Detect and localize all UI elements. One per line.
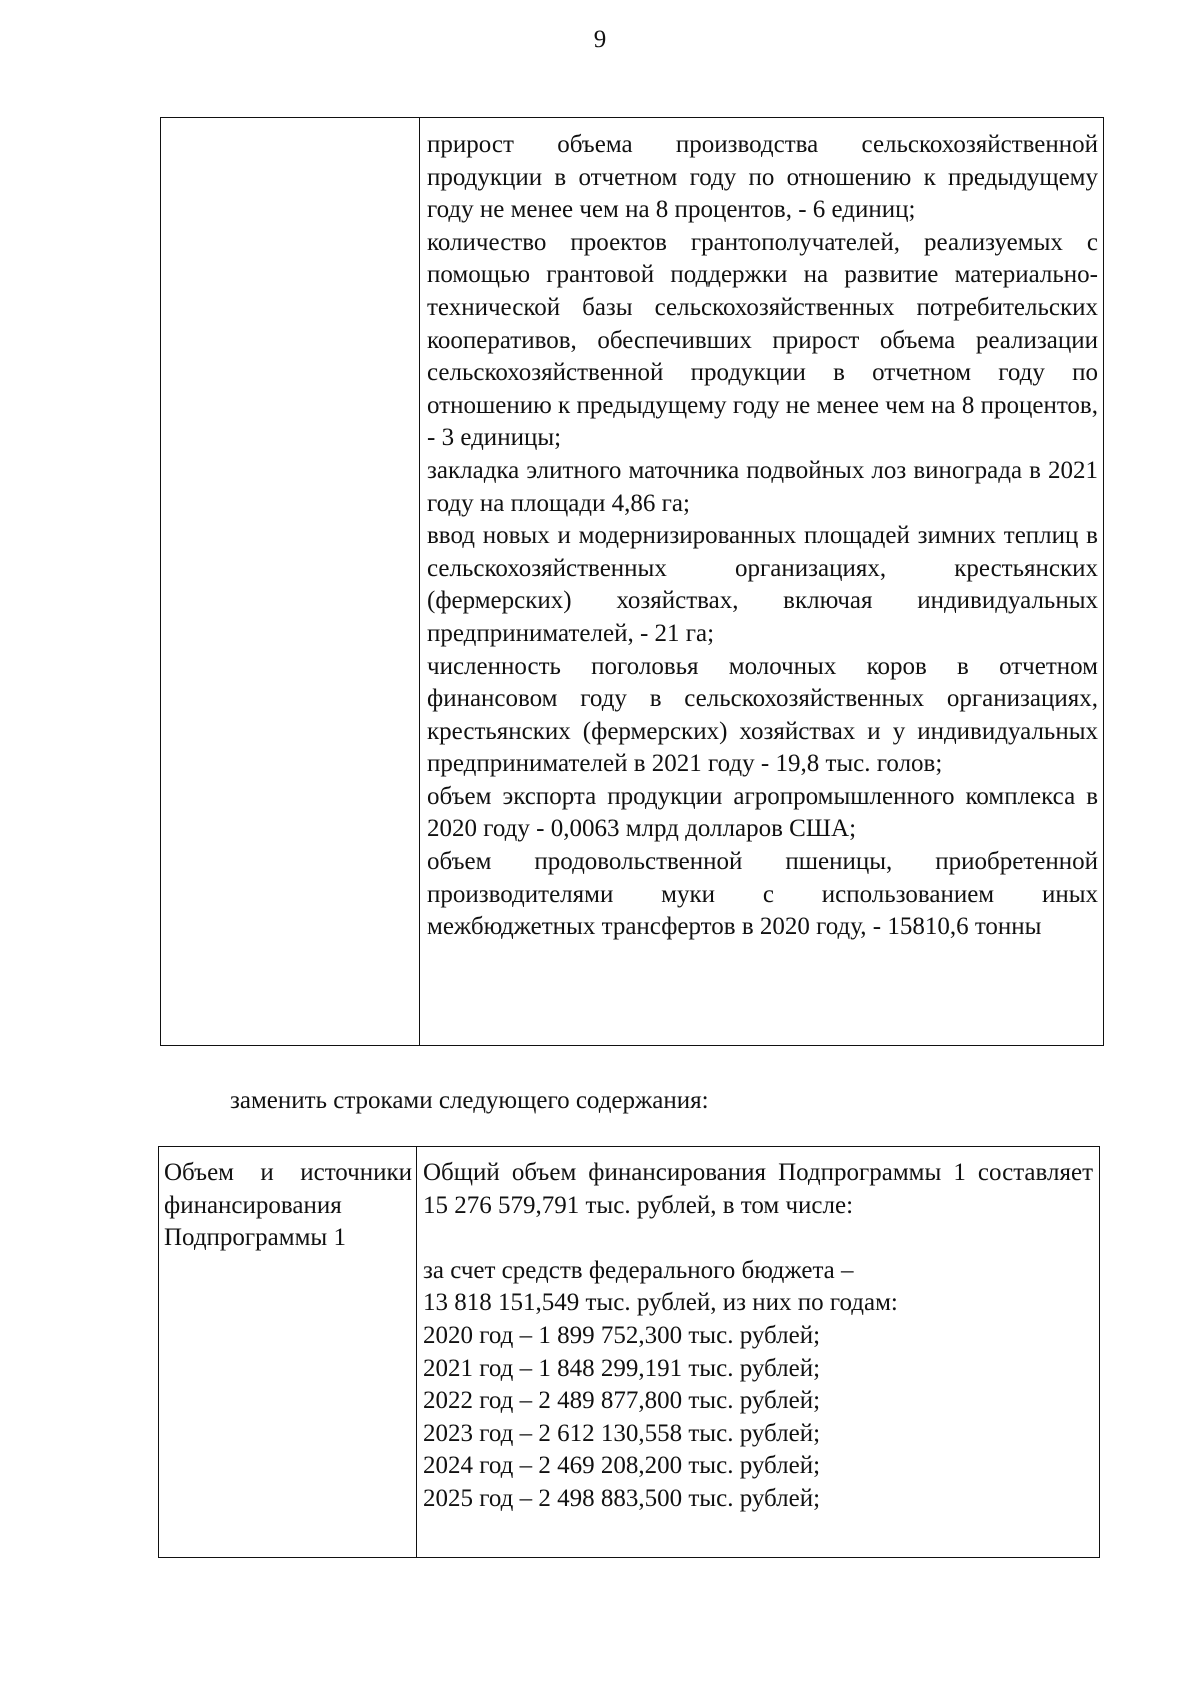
financing-values-cell <box>417 1147 1100 1558</box>
federal-budget-line: за счет средств федерального бюджета – <box>423 1256 854 1284</box>
indicator-paragraph: объем продовольственной пшеницы, приобретенной производителями муки с использованием иных межбюджетных трансфертов в 2020 году, - 15810,6 тонны <box>427 848 1098 941</box>
year-amount: 2021 год – 1 848 299,191 тыс. рублей; <box>423 1354 821 1382</box>
financing-table <box>158 1146 1100 1558</box>
page-number: 9 <box>593 26 607 53</box>
blank-line <box>417 1222 1099 1255</box>
indicators-values-cell <box>420 118 1104 1046</box>
indicators-label-cell <box>161 118 420 1046</box>
financing-label: Объем и источники финансирования Подпрограммы 1 <box>164 1159 412 1252</box>
year-amount: 2024 год – 2 469 208,200 тыс. рублей; <box>423 1452 821 1480</box>
indicator-paragraph: объем экспорта продукции агропромышленного комплекса в 2020 году - 0,0063 млрд долларов США; <box>427 782 1098 843</box>
replace-instruction: заменить строками следующего содержания: <box>230 1087 709 1114</box>
federal-budget-total: 13 818 151,549 тыс. рублей, из них по годам: <box>423 1289 898 1317</box>
indicator-paragraph: количество проектов грантополучателей, реализуемых с помощью грантовой поддержки на развитие материально-технической базы сельскохозяйственных потребительских кооперативов, обеспечивших прирост объема реализации сельскохозяйственной продукции в отчетном году по отношению к предыдущему году не менее чем на 8 процентов, - 3 единицы; <box>427 228 1098 452</box>
indicators-table <box>160 117 1104 1046</box>
indicator-paragraph: закладка элитного маточника подвойных лоз винограда в 2021 году на площади 4,86 га; <box>427 456 1098 517</box>
indicator-paragraph: численность поголовья молочных коров в отчетном финансовом году в сельскохозяйственных организациях, крестьянских (фермерских) хозяйствах и у индивидуальных предпринимателей в 2021 году - 19,8 тыс. голов; <box>427 652 1098 778</box>
indicator-paragraph: прирост объема производства сельскохозяйственной продукции в отчетном году по отношению к предыдущему году не менее чем на 8 процентов, - 6 единиц; <box>427 131 1098 224</box>
year-amount: 2025 год – 2 498 883,500 тыс. рублей; <box>423 1484 821 1512</box>
financing-label-cell <box>159 1147 417 1558</box>
year-amount: 2020 год – 1 899 752,300 тыс. рублей; <box>423 1321 821 1349</box>
year-amount: 2023 год – 2 612 130,558 тыс. рублей; <box>423 1419 821 1447</box>
year-amount: 2022 год – 2 489 877,800 тыс. рублей; <box>423 1387 821 1415</box>
financing-intro: Общий объем финансирования Подпрограммы 1 составляет 15 276 579,791 тыс. рублей, в том числе: <box>423 1159 1093 1219</box>
indicator-paragraph: ввод новых и модернизированных площадей зимних теплиц в сельскохозяйственных организациях, крестьянских (фермерских) хозяйствах, включая индивидуальных предпринимателей, - 21 га; <box>427 522 1098 647</box>
